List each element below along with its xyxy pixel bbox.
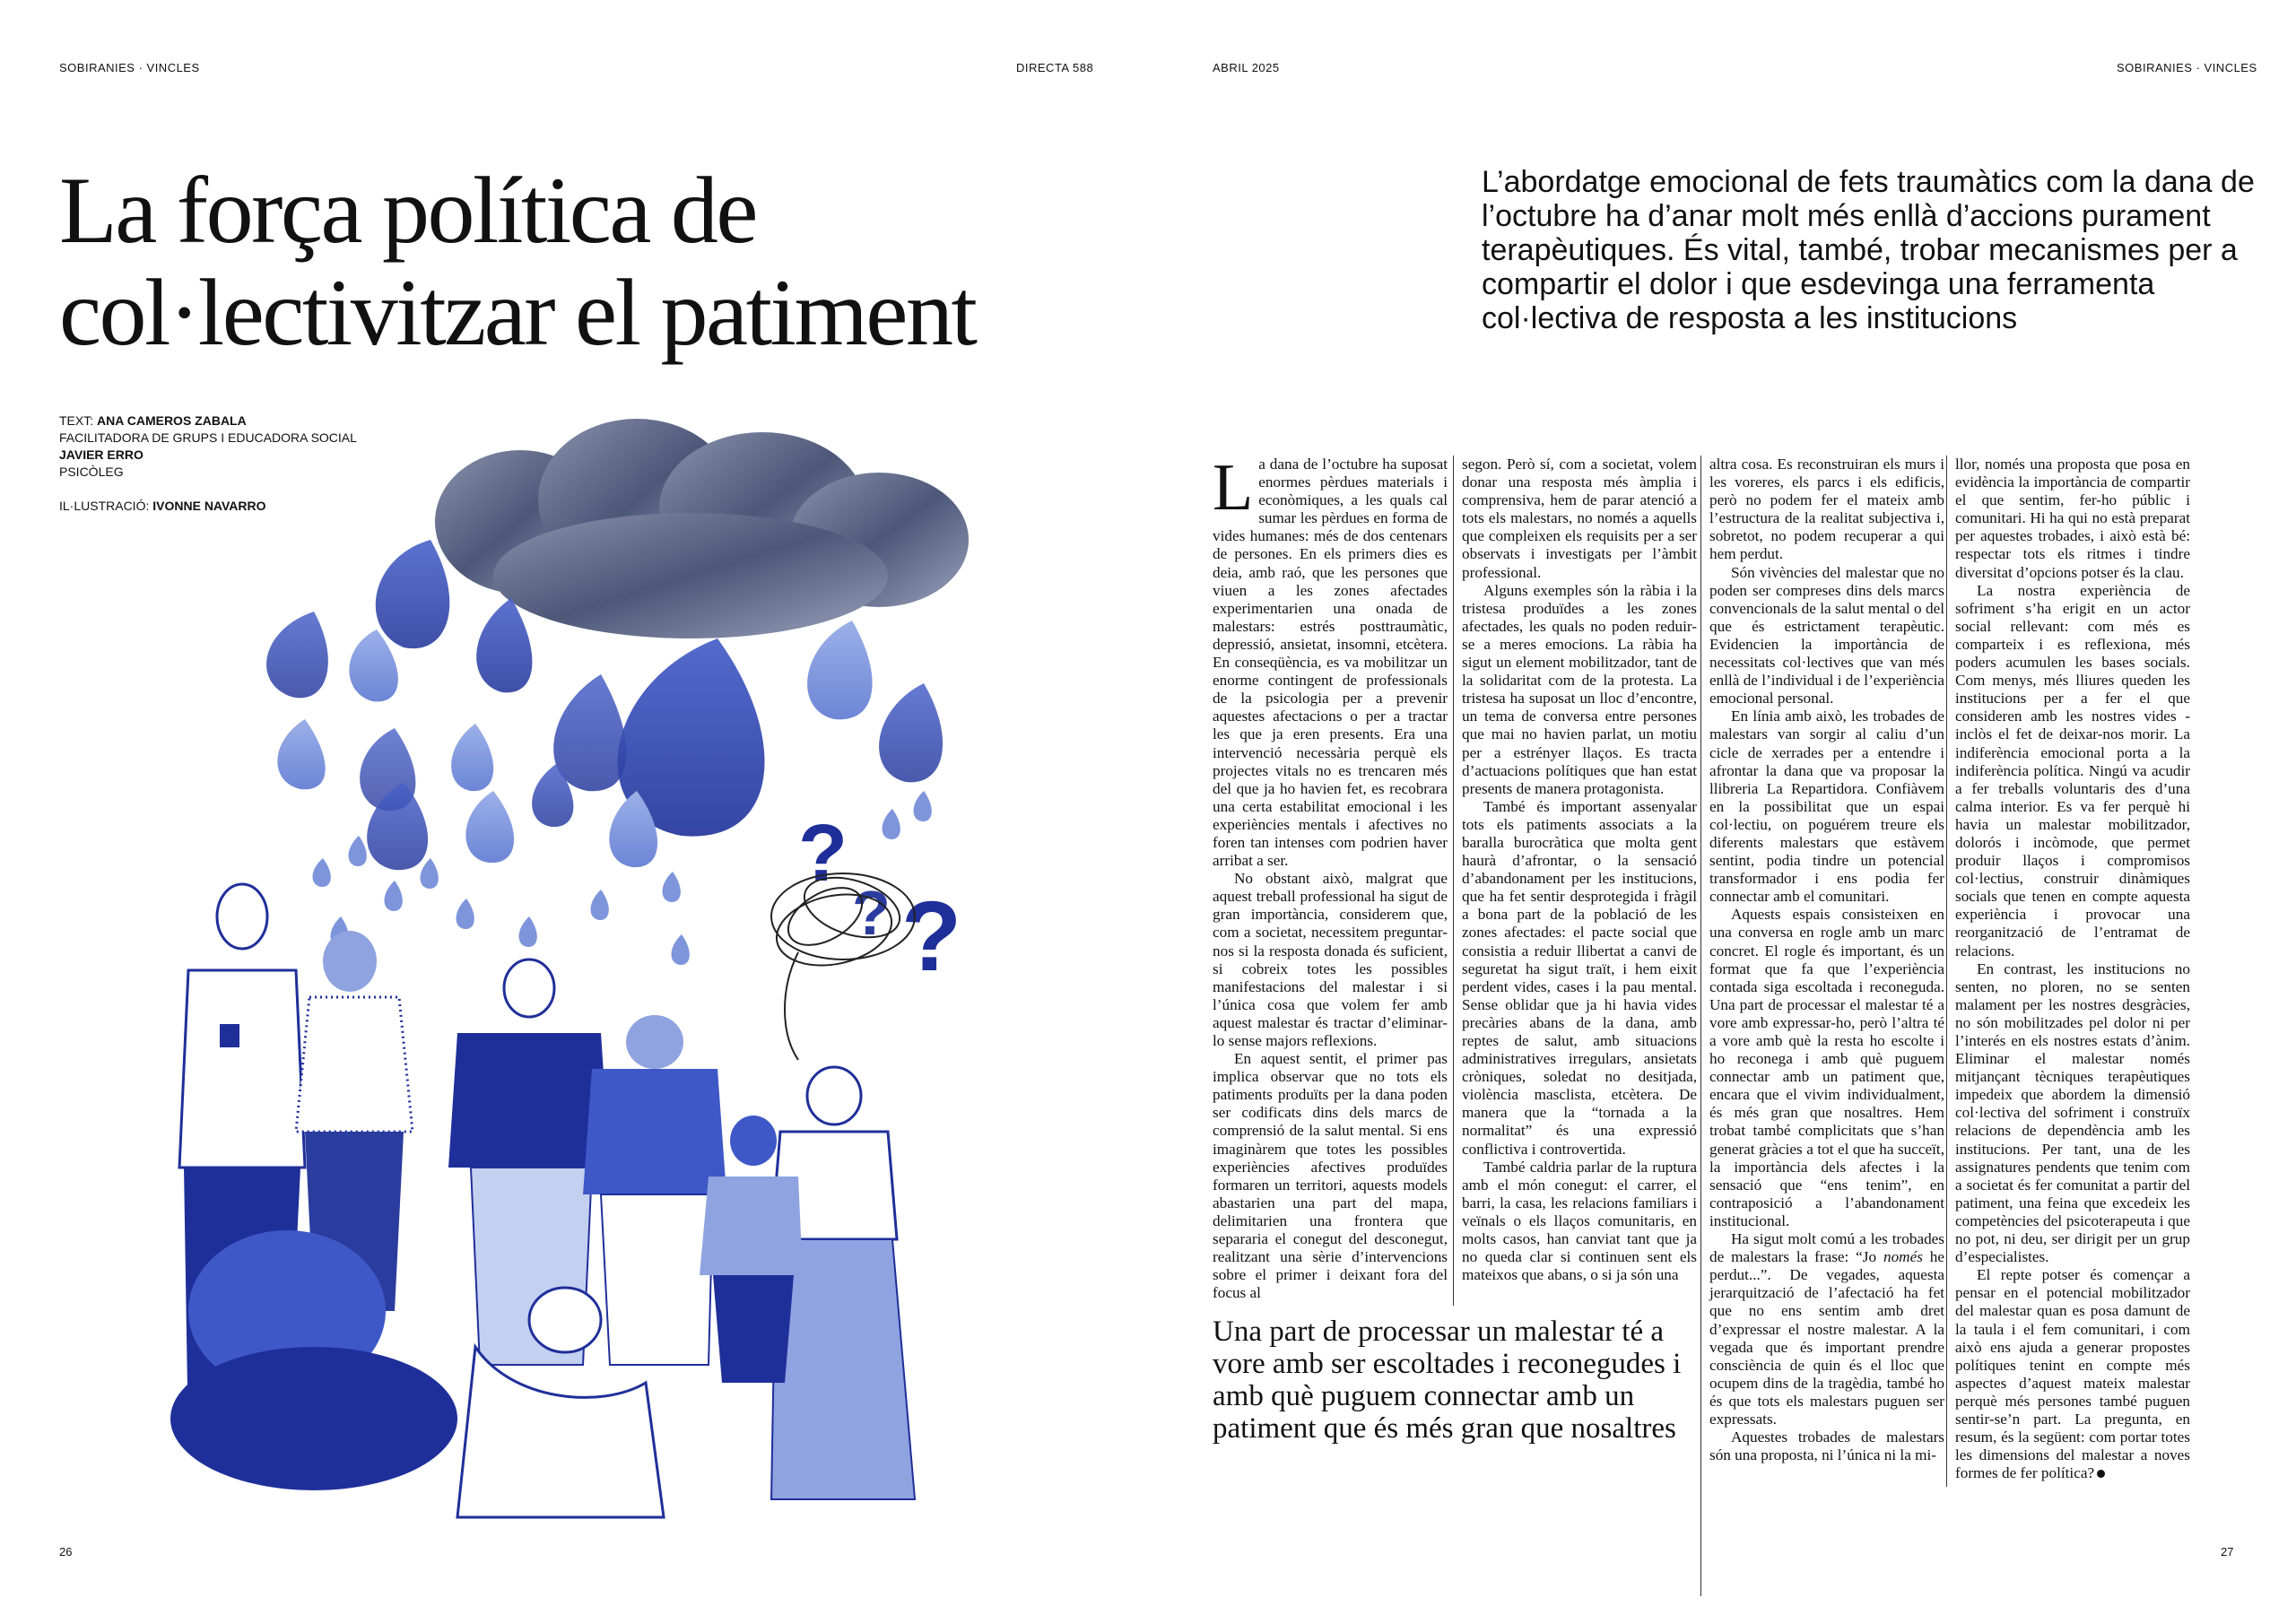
paragraph: Són vivències del malestar que no poden ser compreses dins dels marcs convencionals de la salut mental o del que és estrictament terapèutic. Evidencien la importància de necessitats col·lectives que van més enllà de l’individual i de l’experiència emocional personal.	[1709, 563, 1945, 708]
person-bottom-left	[170, 1230, 457, 1490]
question-mark: ?	[901, 881, 962, 992]
body-column-1	[1213, 451, 1448, 1302]
question-mark: ?	[852, 878, 891, 948]
author-1: ANA CAMEROS ZABALA	[97, 413, 247, 428]
body-column-2	[1462, 456, 1697, 1284]
paragraph: No obstant això, malgrat que aquest treball professional ha sigut de gran importància, considerem que, com a societat, necessitem preguntar-nos si la resposta donada és suficient, si cobreix totes les possibles manifestacions del malestar i si l’única cosa que volem fer amb aquest malestar és tractar d’eliminar-lo sense majors reflexions.	[1213, 870, 1448, 1049]
author-2: JAVIER ERRO	[59, 447, 144, 462]
body-column-3	[1709, 456, 1944, 1464]
page-number-right: 27	[2221, 1545, 2234, 1559]
paragraph: Aquests espais consisteixen en una conversa en rogle amb un marc concret. El rogle és important, és un format que fa que l’experiència contada siga escoltada i reconeguda. Una part de processar el malestar té a vore amb expressar-ho, però l’altra té a vore amb què la resta ho escolte i ho reconega i amb què puguem connectar amb un patiment que, encara que el vivim individualment, és més gran que nosaltres. Hem trobat també complicitats que s’han generat gràcies a tot el que ha succeït, la importància dels afectes i la sensació que “ens tenim”, en contraposició a l’abandonament institucional.	[1709, 906, 1944, 1229]
article-title: La força política de col·lectivitzar el patiment	[59, 158, 976, 365]
paragraph: La nostra experiència de sofriment s’ha erigit en un actor social rellevant: com més es comparteix i es reflexiona, més poders acumulen les bases socials. Com menys, més lliures queden les institucions per a fer el que consideren amb les nostres vides -inclòs el fet de deixar-nos morir. La indiferència emocional porta a la indiferència política. Ningú va acudir a fer treballs voluntaris des d’una calma interior. Es va fer perquè hi havia un malestar mobilitzador, dolorós i incòmode, que permet produir llaços i compromisos col·lectius, construir dinàmiques socials que tenen en compte aquesta experiència i provocar una reorganització de l’entramat de relacions.	[1955, 581, 2190, 959]
page-number-left: 26	[59, 1545, 73, 1559]
crowd-of-people	[170, 884, 915, 1517]
pull-quote: Una part de processar un malestar té a vore amb ser escoltades i reconegudes i amb què puguem connectar amb un patiment que és més gran que nosaltres	[1213, 1315, 1682, 1445]
section-label-left: SOBIRANIES · VINCLES	[59, 61, 200, 74]
date-label: ABRIL 2025	[1213, 61, 1280, 74]
paragraph: a dana de l’octubre ha suposat enormes pèrdues materials i econòmiques, a les quals cal sumar les pèrdues en forma de vides humanes: més de dos centenars de persones. En els primers dies es deia, amb raó, que les persones que viuen a les zones afectades experimentarien una onada de malestars: estrés posttraumàtic, depressió, ansietat, insomni, etcètera. En conseqüència, es va mobilitzar un enorme contingent de professionals de la psicologia per a prevenir aquestes afectacions o per a tractar les que ja eren presents. Era una intervenció necessària perquè els projectes vitals no es trencaren més del que ja ho havien fet, es recobrara una certa estabilitat emocional i les experiències mentals i afectives no foren tan intenses com podrien haver arribat a ser.	[1213, 456, 1448, 870]
paragraph: Alguns exemples són la ràbia i la tristesa produïdes a les zones afectades, les quals no poden reduir-se a meres emocions. La ràbia ha sigut un element mobilitzador, tant de la solidaritat com de la protesta. La tristesa ha suposat un lloc d’encontre, un tema de conversa entre persones que mai no havien parlat, un motiu per a estrényer llaços. Es tracta d’actuacions polítiques que han estat presents de manera protagonista.	[1462, 581, 1697, 797]
column-rule	[1453, 456, 1454, 1306]
illustration-label: IL·LUSTRACIÓ:	[59, 499, 153, 513]
illustrator-name: IVONNE NAVARRO	[152, 499, 266, 513]
author-1-role: FACILITADORA DE GRUPS I EDUCADORA SOCIAL	[59, 430, 357, 445]
article-illustration	[135, 414, 1022, 1564]
section-label-right: SOBIRANIES · VINCLES	[2117, 61, 2257, 74]
column-rule	[1946, 456, 1947, 1487]
issue-label: DIRECTA 588	[1016, 61, 1094, 74]
author-2-role: PSICÒLEG	[59, 465, 124, 479]
paragraph: altra cosa. Es reconstruiran els murs i les voreres, els parcs i els edificis, però no podem fer el mateix amb l’estructura de la realitat subjectiva i, sobretot, no podem recuperar a qui hem perdut.	[1709, 456, 1944, 563]
paragraph: llor, només una proposta que posa en evidència la importància de compartir el que sentim, fer-ho públic i comunitari. Hi ha qui no està preparat per aquestes trobades, i això està bé: respectar tots els ritmes i tindre diversitat d’opcions potser és la clau.	[1955, 456, 2190, 581]
paragraph: En línia amb això, les trobades de malestars van sorgir al caliu d’un cicle de xerrades per a entendre i afrontar la dana que va proposar la llibreria La Repartidora. Confiàvem en la possibilitat que un espai col·lectiu, on poguérem treure els diferents malestars que estàvem sentint, podia tindre un potencial transformador i ens podia fer connectar amb el comunitari.	[1709, 708, 1944, 906]
paragraph: segon. Però sí, com a societat, volem donar una resposta més àmplia i comprensiva, hem de parar atenció a tots els malestars, no només a aquells que compleixen els requisits per a ser observats i investigats per l’àmbit professional.	[1462, 456, 1697, 581]
paragraph: També caldria parlar de la ruptura amb el món conegut: el carrer, el barri, la casa, les relacions familiars i veïnals o els llaços comunitaris, en molts casos, han canviat tant que ja no queda clar si continuen sent els mateixos que abans, o si ja són una	[1462, 1158, 1697, 1284]
drop-cap: L	[1213, 451, 1254, 525]
paragraph: Ha sigut molt comú a les trobades de malestars la frase: “Jo només he perdut...”. De vegades, aquesta jerarquització de l’afectació ha fet que no ens sentim amb dret d’expressar el nostre malestar. A la vegada que és important prendre consciència de quin és el lloc que ocupem dins de la tragèdia, també ho és que tots els malestars puguen ser expressats.	[1709, 1230, 1944, 1428]
paragraph: També és important assenyalar tots els patiments associats a la baralla burocràtica que molta gent haurà d’afrontar, o la sensació d’abandonament per les institucions, que ha fet sentir desprotegida i fràgil a bona part de la població de les zones afectades: el pacte social que consistia a reduir llibertat a canvi de seguretat ha sigut traït, i hem eixit perdent vides, cases i la pau mental. Sense oblidar que ja hi havia vides precàries abans de la dana, amb reptes de salut, amb situacions administratives irregulars, ansietats cròniques, soledat no desitjada, violència masclista, etcètera. De manera que la “tornada a la normalitat” és una expressió conflictiva i controvertida.	[1462, 797, 1697, 1158]
paragraph: Aquestes trobades de malestars són una proposta, ni l’única ni la mi-	[1709, 1428, 1944, 1464]
end-mark	[2097, 1470, 2105, 1478]
text-label: TEXT:	[59, 413, 98, 428]
body-column-4	[1955, 456, 2190, 1482]
question-marks	[798, 809, 961, 992]
question-mark: ?	[798, 809, 848, 899]
paragraph: El repte potser és començar a pensar en el potencial mobilitzador del malestar quan es posa damunt de la taula i el fem comunitari, i com això ens ajuda a generar propostes polítiques tenint en compte més aspectes d’aquest mateix malestar perquè més persones també puguen sentir-se’n part. La pregunta, en resum, és la següent: com portar totes les dimensions del malestar a noves formes de fer política?	[1955, 1266, 2190, 1482]
article-dek: L’abordatge emocional de fets traumàtics com la dana de l’octubre ha d’anar molt més enllà d’accions purament terapèutiques. És vital, també, trobar mecanismes per a compartir el dolor i que esdevinga una ferramenta col·lectiva de resposta a les institucions	[1482, 165, 2255, 335]
paragraph: En aquest sentit, el primer pas implica observar que no tots els patiments produïts per la dana poden ser codificats dins dels marcs de comprensió de la salut mental. Si ens imaginàrem que totes les possibles experiències afectives produïdes formaren un territori, aquests models abastarien una part del mapa, delimitarien una frontera que separaria el conegut del desconegut, realitzant una sèrie d’intervencions sobre el primer i deixant fora del focus al	[1213, 1050, 1448, 1302]
paragraph: En contrast, les institucions no senten, no ploren, no se senten malament per les nostres desgràcies, no són mobilitzades pel dolor ni per l’interés en els nostres estats d’ànim. Eliminar el malestar només mitjançant tècniques terapèutiques impedeix que abordem la dimensió col·lectiva del sofriment i construïx relacions de dependència amb les institucions. Per tant, una de les assignatures pendents que tenim com a societat és fer comunitat a partir del patiment, una feina que excedeix les competències del psicoterapeuta i que no pot, ni deu, ser dirigit per un grup d’especialistes.	[1955, 959, 2190, 1266]
person-elderly	[583, 1015, 726, 1365]
